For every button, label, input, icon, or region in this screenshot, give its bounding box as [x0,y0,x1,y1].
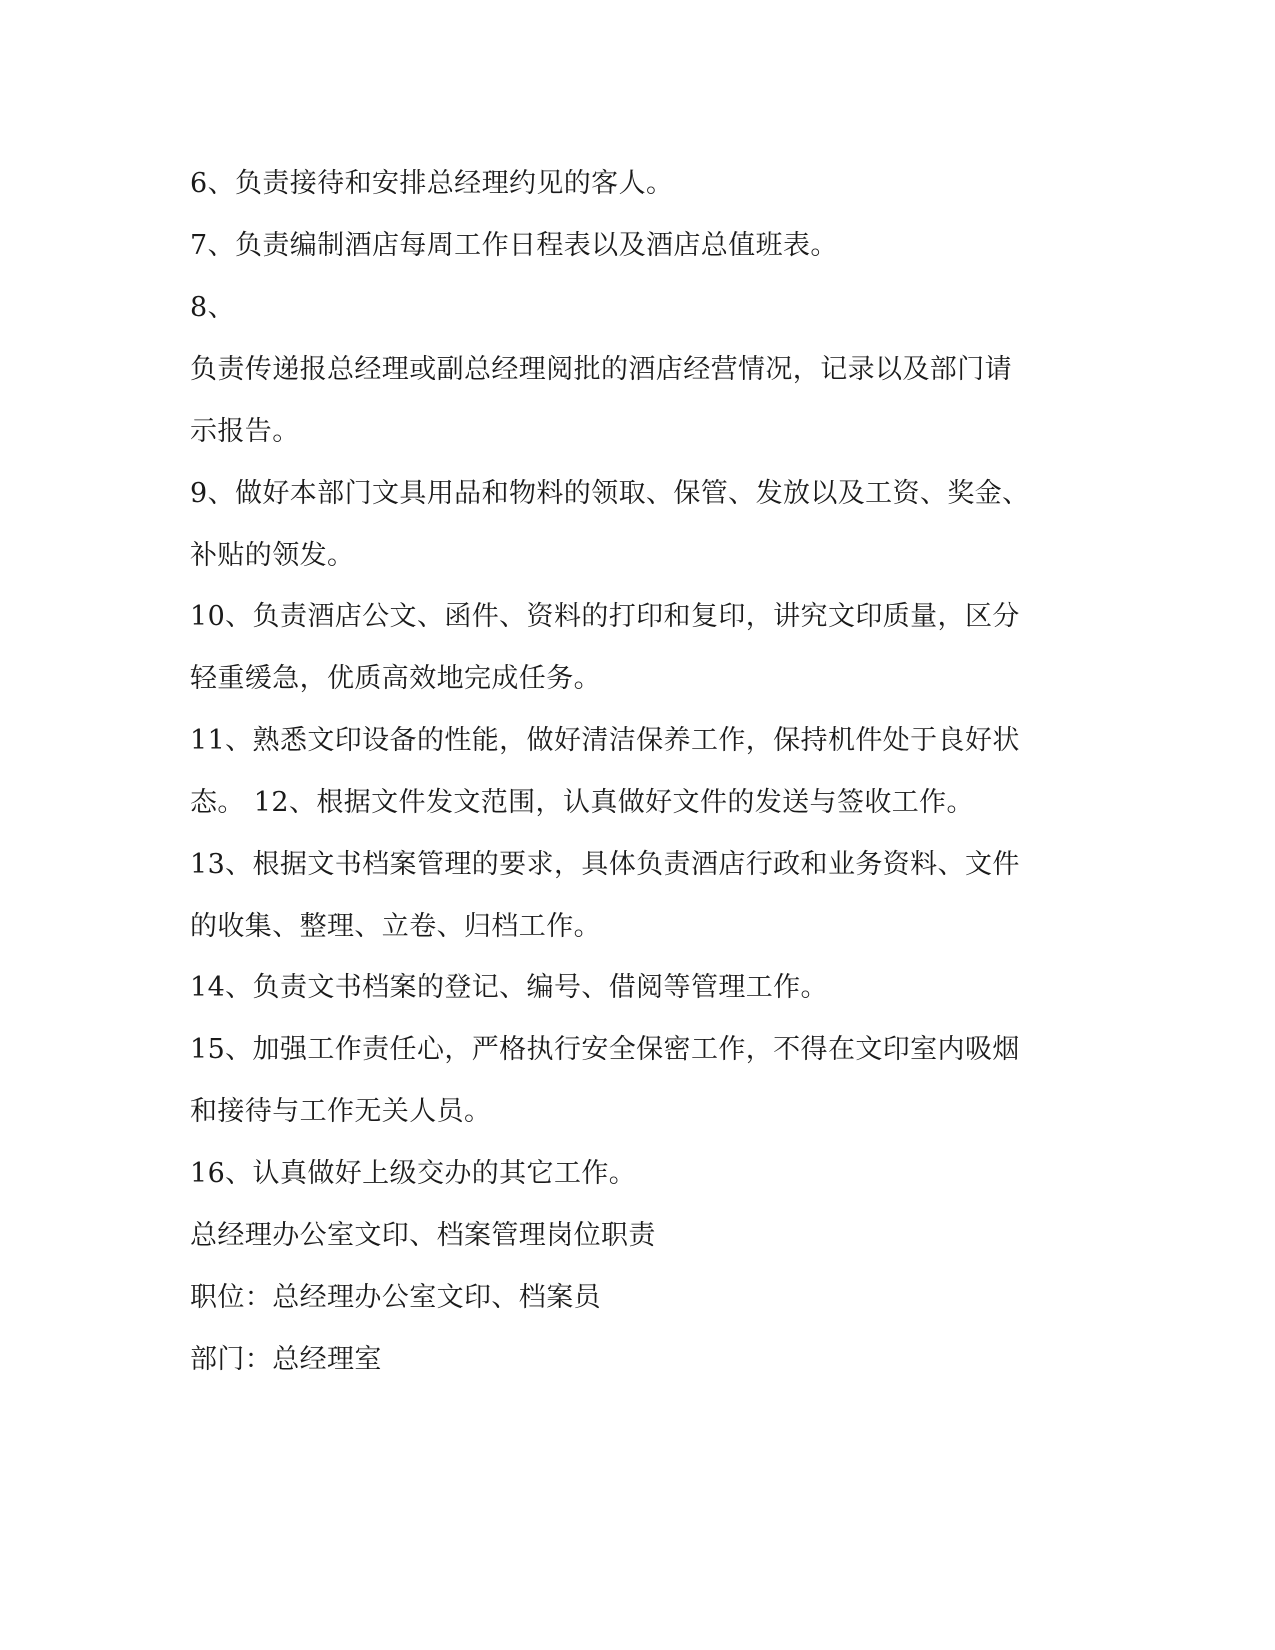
duty-item-9-line-1: 9、做好本部门文具用品和物料的领取、保管、发放以及工资、奖金、 [190,478,1030,509]
duty-item-8-text-line-1: 负责传递报总经理或副总经理阅批的酒店经营情况，记录以及部门请 [190,354,1012,385]
duty-item-10-line-1: 10、负责酒店公文、函件、资料的打印和复印，讲究文印质量，区分 [190,601,1020,632]
department-line: 部门：总经理室 [190,1344,382,1375]
duty-item-13-line-2: 的收集、整理、立卷、归档工作。 [190,911,601,942]
duty-item-14: 14、负责文书档案的登记、编号、借阅等管理工作。 [190,972,828,1003]
duty-item-13-line-1: 13、根据文书档案管理的要求，具体负责酒店行政和业务资料、文件 [190,849,1020,880]
duty-item-11-line-1: 11、熟悉文印设备的性能，做好清洁保养工作，保持机件处于良好状 [190,725,1020,756]
duty-item-15-line-2: 和接待与工作无关人员。 [190,1096,492,1127]
duty-item-11-12-line: 态。 12、根据文件发文范围，认真做好文件的发送与签收工作。 [190,787,974,818]
duty-item-8-text-line-2: 示报告。 [190,416,300,447]
duty-item-7: 7、负责编制酒店每周工作日程表以及酒店总值班表。 [190,230,838,261]
duty-item-10-line-2: 轻重缓急，优质高效地完成任务。 [190,663,601,694]
duty-item-6: 6、负责接待和安排总经理约见的客人。 [190,168,674,199]
section-heading: 总经理办公室文印、档案管理岗位职责 [190,1220,656,1251]
duty-item-16: 16、认真做好上级交办的其它工作。 [190,1158,637,1189]
position-line: 职位：总经理办公室文印、档案员 [190,1282,601,1313]
duty-item-9-line-2: 补贴的领发。 [190,540,355,571]
duty-item-8-number: 8、 [190,292,235,323]
duty-item-15-line-1: 15、加强工作责任心，严格执行安全保密工作，不得在文印室内吸烟 [190,1034,1020,1065]
